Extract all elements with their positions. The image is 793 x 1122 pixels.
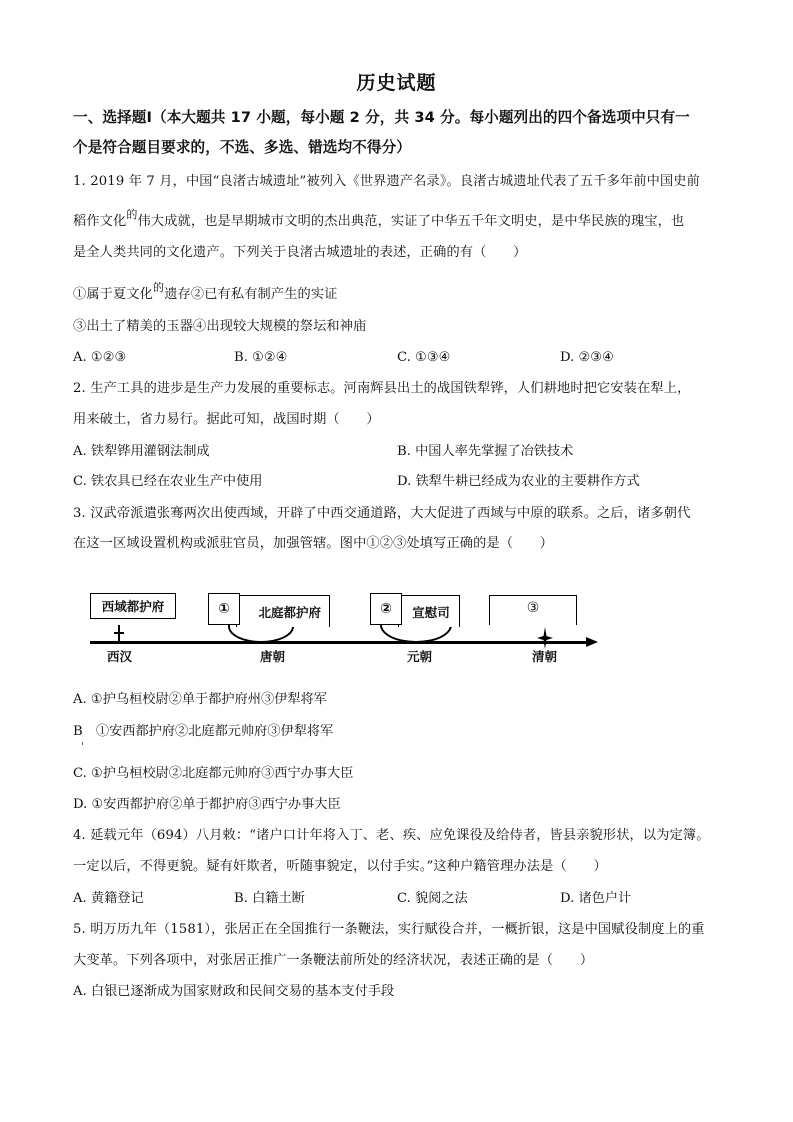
question-text-line: 2. 生产工具的进步是生产力发展的重要标志。河南辉县出土的战国铁犁铧，人们耕地时把它安装在犁上， — [73, 381, 691, 396]
option-d[interactable]: D. ①安西都护府②单于都护府③西宁办事大臣 — [73, 797, 341, 812]
option-d[interactable]: D. 铁犁牛耕已经成为农业的主要耕作方式 — [397, 474, 640, 489]
era-label-yuan: 元朝 — [407, 649, 433, 664]
timeline-axis — [90, 641, 590, 644]
era-label-xihan: 西汉 — [107, 649, 133, 664]
section-heading-line-1: 一、选择题Ⅰ（本大题共 17 小题，每小题 2 分，共 34 分。每小题列出的四个备选项中只有一 — [73, 109, 690, 126]
option-c[interactable]: C. ①护乌桓校尉②北庭都元帅府③西宁办事大臣 — [73, 766, 354, 781]
question-text-line: 大变革。下列各项中，对张居正推广一条鞭法前所处的经济状况，表述正确的是（ ） — [73, 953, 594, 968]
option-a[interactable]: A. 白银已逐渐成为国家财政和民间交易的基本支付手段 — [73, 984, 395, 999]
question-text-line: 5. 明万历九年（1581），张居正在全国推行一条鞭法，实行赋役合并，一概折银，这是中国赋役制度上的重 — [73, 922, 705, 937]
option-a[interactable]: A. 铁犁铧用灌钢法制成 — [73, 444, 210, 459]
option-a[interactable]: A. ①②③ — [73, 350, 127, 365]
superscript-fragment: 的 — [153, 281, 165, 294]
xuanweisi-box: 宣慰司 — [398, 595, 460, 627]
question-text-fragment: 伟大成就，也是早期城市文明的杰出典范，实证了中华五千年文明史，是中华民族的瑰宝，也 — [137, 214, 685, 229]
timeline-arrow-icon — [586, 637, 598, 647]
qing-star-icon — [537, 627, 553, 649]
question-text-line: 是全人类共同的文化遗产。下列关于良渚古城遗址的表述，正确的有（ ） — [73, 245, 527, 260]
option-b[interactable]: B. 中国人率先掌握了冶铁技术 — [397, 444, 574, 459]
option-b[interactable]: B ①安西都护府②北庭都元帅府③伊犁将军 — [73, 724, 334, 739]
option-c[interactable]: C. 铁农具已经在农业生产中使用 — [73, 474, 263, 489]
stray-mark — [82, 742, 83, 745]
statement-line — [73, 281, 338, 304]
option-b[interactable]: B. ①②④ — [234, 350, 288, 365]
question-text-line — [73, 208, 685, 231]
timeline-diagram — [80, 585, 610, 670]
option-d[interactable]: D. ②③④ — [560, 350, 614, 365]
question-text-line: 4. 延载元年（694）八月敕：“诸户口计年将入丁、老、疾、应免课役及给侍者，皆县亲貌形状，以为定簿。 — [73, 828, 710, 843]
beiting-duhufu-box: 北庭都护府 — [236, 595, 330, 627]
option-a[interactable]: A. 黄籍登记 — [73, 891, 144, 906]
question-text-line: 用来破土，省力易行。据此可知，战国时期（ ） — [73, 412, 380, 427]
era-label-qing: 清朝 — [532, 649, 558, 664]
xiyu-duhufu-box: 西域都护府 — [90, 593, 176, 619]
option-d[interactable]: D. 诸色户计 — [560, 891, 632, 906]
marker-2-box: ② — [370, 593, 402, 625]
era-label-tang: 唐朝 — [260, 649, 286, 664]
superscript-fragment: 的 — [126, 208, 138, 221]
option-a[interactable]: A. ①护乌桓校尉②单于都护府州③伊犁将军 — [73, 692, 327, 707]
option-b[interactable]: B. 白籍土断 — [234, 891, 305, 906]
statement-fragment: ①属于夏文化 — [73, 287, 154, 302]
question-text-fragment: 稻作文化 — [73, 214, 127, 229]
question-text-line: 1. 2019 年 7 月，中国“良渚古城遗址”被列入《世界遗产名录》。良渚古城遗址代表了五千多年前中国史前 — [73, 174, 700, 189]
marker-3-box: ③ — [489, 595, 577, 625]
han-cross-mark — [114, 632, 124, 634]
statement-line: ③出土了精美的玉器④出现较大规模的祭坛和神庙 — [73, 319, 367, 334]
option-c[interactable]: C. ①③④ — [397, 350, 451, 365]
question-text-line: 3. 汉武帝派遣张骞两次出使西域，开辟了中西交通道路，大大促进了西域与中原的联系。之后，诸多朝代 — [73, 506, 691, 521]
section-heading-line-2: 个是符合题目要求的，不选、多选、错选均不得分） — [73, 139, 411, 156]
option-c[interactable]: C. 貌阅之法 — [397, 891, 468, 906]
question-text-line: 在这一区域设置机构或派驻官员，加强管辖。图中①②③处填写正确的是（ ） — [73, 536, 554, 551]
han-tick-mark — [118, 625, 120, 643]
statement-fragment: 遗存②已有私有制产生的实证 — [164, 287, 338, 302]
page-title: 历史试题 — [356, 72, 437, 94]
question-text-line: 一定以后，不得更貌。疑有奸欺者，听随事貌定，以付手实。”这种户籍管理办法是（ ） — [73, 859, 607, 874]
marker-1-box: ① — [208, 593, 240, 625]
